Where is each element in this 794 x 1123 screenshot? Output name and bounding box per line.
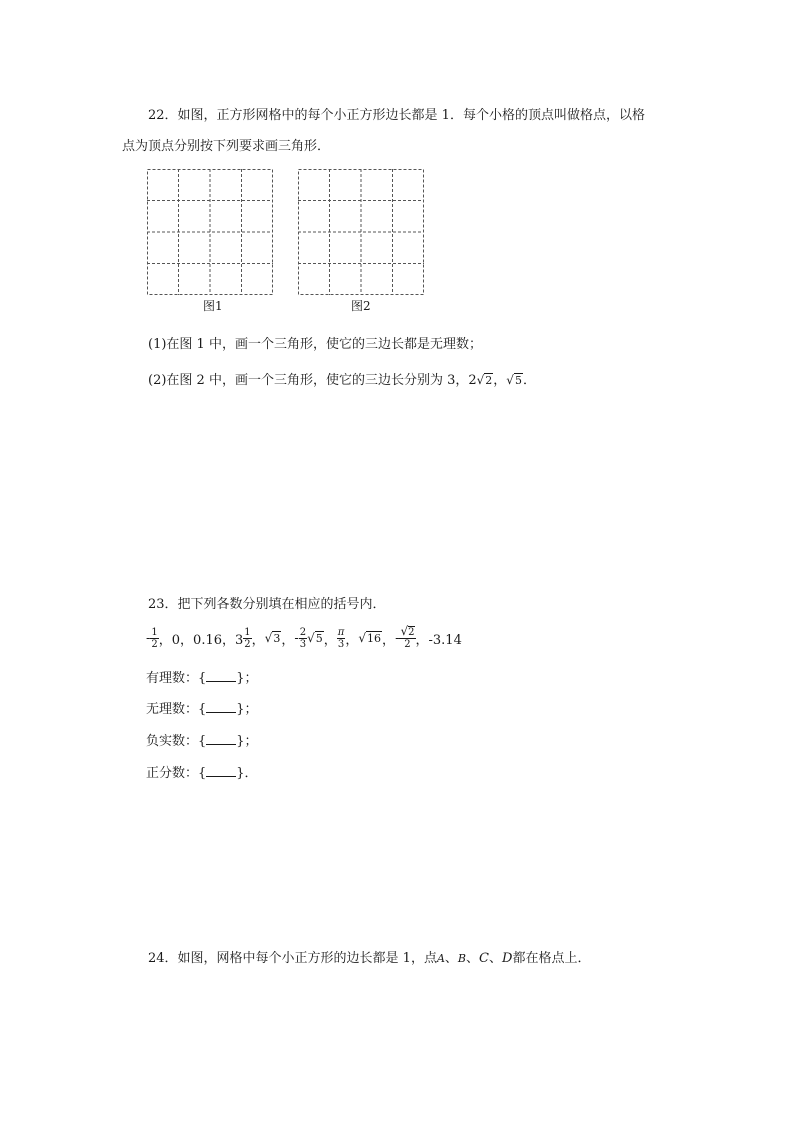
fraction-two-thirds: $\frac{2}{3}$: [299, 626, 307, 650]
grid-figure-1: [147, 169, 274, 296]
q23-row-positive-fraction: 正分数：{ }．: [146, 766, 258, 781]
answer-blank-rational[interactable]: [206, 670, 236, 682]
fraction-pi-third: $\frac{\pi}{3}$: [337, 626, 345, 650]
q22-line2: 点为顶点分别按下列要求画三角形．: [122, 139, 331, 154]
grid-figure-2: [298, 169, 425, 296]
answer-blank-irrational[interactable]: [206, 701, 236, 713]
sqrt-3: √3: [264, 631, 281, 645]
q23-row-rational: 有理数：{ }；: [146, 671, 258, 686]
point-c-label: C: [479, 951, 489, 966]
figure-1-caption: 图1: [203, 299, 223, 313]
fraction-half: $\frac{1}{2}$: [244, 626, 251, 650]
answer-blank-positive-fraction[interactable]: [206, 765, 236, 777]
q22-line1: 22．如图，正方形网格中的每个小正方形边长都是 1．每个小格的顶点叫做格点，以格: [148, 108, 645, 123]
fraction-sqrt2-half: $\frac{√2}{2}$: [400, 624, 415, 650]
sqrt-2: √2: [476, 373, 493, 387]
q23-title: 23．把下列各数分别填在相应的括号内．: [148, 597, 386, 612]
point-b-label: B: [457, 952, 467, 965]
fraction-neg-half: $\frac{1}{2}$: [151, 626, 158, 650]
q22-part2: (2)在图 2 中，画一个三角形，使它的三边长分别为 3，2√2，√5．: [148, 373, 536, 388]
q23-row-irrational: 无理数：{ }；: [146, 702, 258, 717]
q24-text: 24．如图，网格中每个小正方形的边长都是 1，点A、B、C、D都在格点上．: [148, 951, 591, 966]
q23-row-negative-real: 负实数：{ }；: [146, 734, 258, 749]
sqrt-5: √5: [506, 373, 522, 387]
q22-part2-prefix: (2)在图 2 中，画一个三角形，使它的三边长分别为 3，2: [148, 373, 477, 388]
point-d-label: D: [502, 951, 513, 966]
q22-part1: (1)在图 1 中，画一个三角形，使它的三边长都是无理数；: [148, 337, 482, 352]
figure-2-caption: 图2: [351, 299, 371, 313]
q23-number-list: - $\frac{1}{2}$ ，0，0.16，3 $\frac{1}{2}$ ， √3 ， - $\frac{2}{3}$ √5 ， $\frac{\pi}{3}$ ， √16 ， - $\frac{√2}{2}$ ，-3.14: [146, 624, 462, 650]
sqrt-16: √16: [358, 631, 382, 645]
point-a-label: A: [436, 952, 445, 965]
sqrt-5-coef: √5: [307, 631, 323, 645]
answer-blank-negative-real[interactable]: [206, 733, 236, 745]
